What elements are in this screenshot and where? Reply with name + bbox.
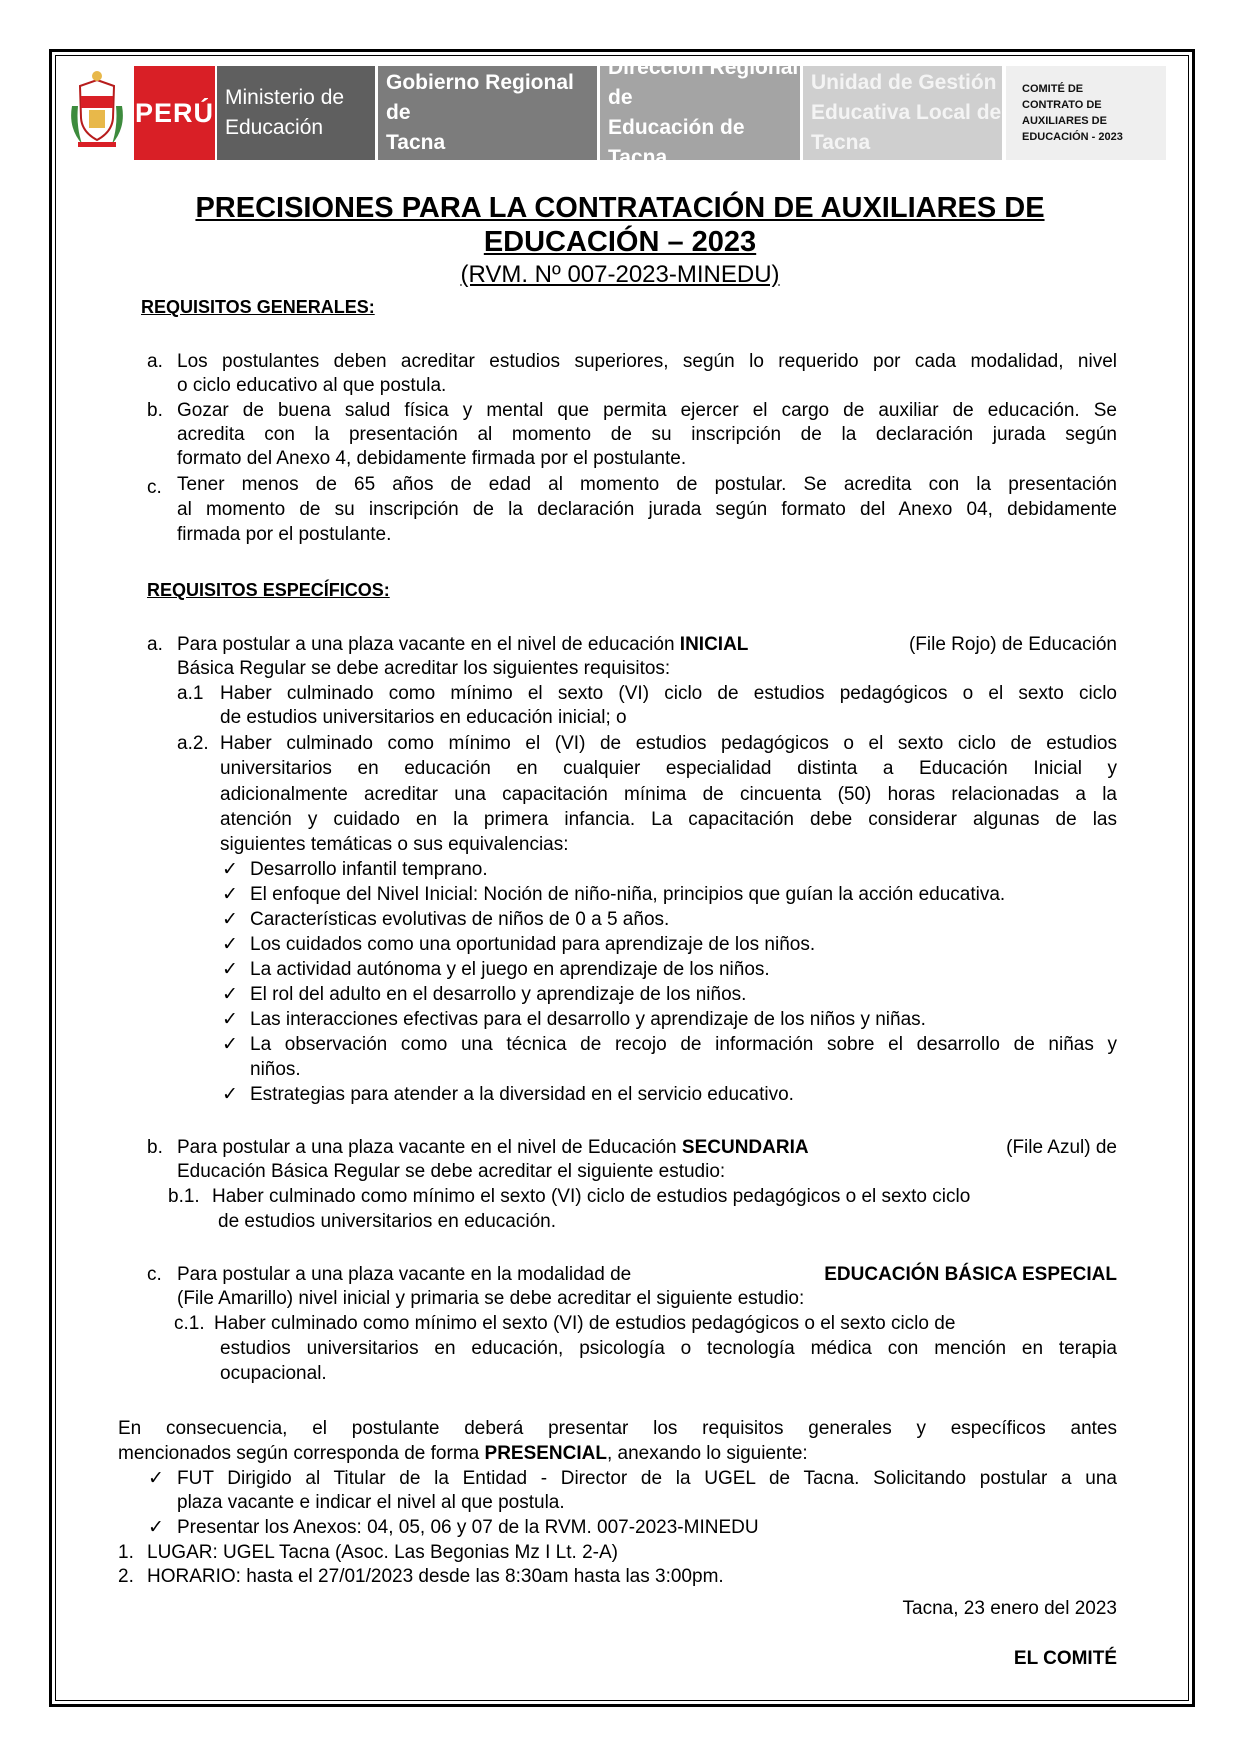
check-item: Estrategias para atender a la diversidad en el servicio educativo. [250, 1084, 794, 1105]
check-icon: ✓ [222, 1034, 238, 1055]
check-icon: ✓ [148, 1468, 164, 1489]
committee-box: COMITÉ DE CONTRATO DE AUXILIARES DE EDUCACIÓN - 2023 [1006, 66, 1166, 160]
ministry-box: Ministerio de Educación [217, 66, 375, 160]
check-item: niños. [250, 1059, 301, 1080]
list-marker: b. [147, 1137, 163, 1158]
check-item: Desarrollo infantil temprano. [250, 859, 488, 880]
list-item: firmada por el postulante. [177, 524, 392, 545]
page-title-line2: EDUCACIÓN – 2023 [483, 226, 757, 258]
list-item: adicionalmente acreditar una capacitación mínima de cincuenta (50) horas relacionadas a la [220, 784, 1117, 805]
peru-brand: PERÚ [134, 66, 215, 160]
list-item: Haber culminado como mínimo el sexto (VI) de estudios pedagógicos o el sexto ciclo de [214, 1313, 956, 1334]
list-marker: c. [147, 477, 162, 498]
list-marker: 2. [118, 1566, 134, 1587]
check-item: Presentar los Anexos: 04, 05, 06 y 07 de la RVM. 007-2023-MINEDU [177, 1517, 759, 1538]
check-item: FUT Dirigido al Titular de la Entidad - Director de la UGEL de Tacna. Solicitando postular a una [177, 1468, 1117, 1489]
page-subtitle: (RVM. Nº 007-2023-MINEDU) [460, 261, 780, 288]
closing-paragraph: mencionados según corresponda de forma PRESENCIAL, anexando lo siguiente: [118, 1443, 808, 1464]
list-marker: 1. [118, 1542, 134, 1563]
list-item: siguientes temáticas o sus equivalencias: [220, 834, 569, 855]
check-icon: ✓ [222, 934, 238, 955]
check-item: Características evolutivas de niños de 0 a 5 años. [250, 909, 670, 930]
list-marker: b.1. [168, 1186, 200, 1207]
especificos-heading: REQUISITOS ESPECÍFICOS: [147, 580, 390, 600]
direccion-box: Direccion Regional de Educación de Tacna [600, 66, 800, 160]
coat-of-arms-icon [66, 66, 128, 160]
list-marker: a. [147, 351, 163, 372]
list-item: HORARIO: hasta el 27/01/2023 desde las 8:30am hasta las 3:00pm. [147, 1566, 724, 1587]
list-item: Para postular a una plaza vacante en el nivel de Educación SECUNDARIA (File Azul) de [177, 1137, 1117, 1158]
generales-heading: REQUISITOS GENERALES: [141, 297, 375, 317]
check-icon: ✓ [148, 1517, 164, 1538]
list-item: o ciclo educativo al que postula. [177, 375, 447, 396]
signature: EL COMITÉ [1013, 1648, 1117, 1669]
list-item: Gozar de buena salud física y mental que permita ejercer el cargo de auxiliar de educación. Se [177, 400, 1117, 421]
list-marker: c.1. [174, 1313, 205, 1334]
list-marker: a.1 [177, 683, 204, 704]
page-title-line1: PRECISIONES PARA LA CONTRATACIÓN DE AUXILIARES DE [195, 192, 1045, 224]
check-icon: ✓ [222, 1009, 238, 1030]
check-item: El enfoque del Nivel Inicial: Noción de niño-niña, principios que guían la acción educativa. [250, 884, 1006, 905]
list-item: Haber culminado como mínimo el sexto (VI) ciclo de estudios pedagógicos o el sexto ciclo [220, 683, 1117, 704]
date-line: Tacna, 23 enero del 2023 [902, 1598, 1117, 1619]
list-item: Haber culminado como mínimo el (VI) de estudios pedagógicos o el sexto ciclo de estudios [220, 733, 1117, 754]
check-icon: ✓ [222, 959, 238, 980]
list-item: atención y cuidado en la primera infancia. La capacitación debe considerar algunas de las [220, 809, 1117, 830]
list-marker: a. [147, 634, 163, 655]
closing-paragraph: En consecuencia, el postulante deberá presentar los requisitos generales y específicos antes [118, 1418, 1117, 1439]
list-item: Educación Básica Regular se debe acreditar el siguiente estudio: [177, 1161, 726, 1182]
check-item: El rol del adulto en el desarrollo y aprendizaje de los niños. [250, 984, 747, 1005]
list-item: ocupacional. [220, 1363, 327, 1384]
check-item: Las interacciones efectivas para el desarrollo y aprendizaje de los niños y niñas. [250, 1009, 926, 1030]
check-item: La observación como una técnica de recojo de información sobre el desarrollo de niñas y [250, 1034, 1117, 1055]
list-item: Básica Regular se debe acreditar los siguientes requisitos: [177, 658, 671, 679]
list-item: de estudios universitarios en educación inicial; o [220, 707, 627, 728]
check-item: Los cuidados como una oportunidad para aprendizaje de los niños. [250, 934, 816, 955]
list-item: Los postulantes deben acreditar estudios superiores, según lo requerido por cada modalidad, nivel [177, 351, 1117, 372]
list-item: de estudios universitarios en educación. [218, 1211, 556, 1232]
list-item: Haber culminado como mínimo el sexto (VI) ciclo de estudios pedagógicos o el sexto ciclo [212, 1186, 971, 1207]
list-marker: a.2. [177, 733, 209, 754]
list-item: al momento de su inscripción de la declaración jurada según formato del Anexo 04, debidamente [177, 499, 1117, 520]
list-marker: b. [147, 400, 163, 421]
list-item: LUGAR: UGEL Tacna (Asoc. Las Begonias Mz I Lt. 2-A) [147, 1542, 618, 1563]
check-icon: ✓ [222, 909, 238, 930]
check-icon: ✓ [222, 884, 238, 905]
check-item: La actividad autónoma y el juego en aprendizaje de los niños. [250, 959, 770, 980]
list-item: estudios universitarios en educación, psicología o tecnología médica con mención en terapia [220, 1338, 1117, 1359]
ugel-box: Unidad de Gestión Educativa Local de Tacna [803, 66, 1002, 160]
check-icon: ✓ [222, 1084, 238, 1105]
list-item: universitarios en educación en cualquier especialidad distinta a Educación Inicial y [220, 758, 1117, 779]
list-item: formato del Anexo 4, debidamente firmada por el postulante. [177, 448, 687, 469]
check-item: plaza vacante e indicar el nivel al que postula. [177, 1492, 565, 1513]
gobierno-box: Gobierno Regional de Tacna [378, 66, 597, 160]
list-item: acredita con la presentación al momento de su inscripción de la declaración jurada según [177, 424, 1117, 445]
list-item: Para postular a una plaza vacante en la modalidad de EDUCACIÓN BÁSICA ESPECIAL [177, 1264, 1117, 1285]
list-item: Tener menos de 65 años de edad al momento de postular. Se acredita con la presentación [177, 474, 1117, 495]
check-icon: ✓ [222, 984, 238, 1005]
list-item: (File Amarillo) nivel inicial y primaria se debe acreditar el siguiente estudio: [177, 1288, 805, 1309]
list-item: Para postular a una plaza vacante en el nivel de educación INICIAL (File Rojo) de Educación [177, 634, 1117, 655]
list-marker: c. [147, 1264, 162, 1285]
check-icon: ✓ [222, 859, 238, 880]
